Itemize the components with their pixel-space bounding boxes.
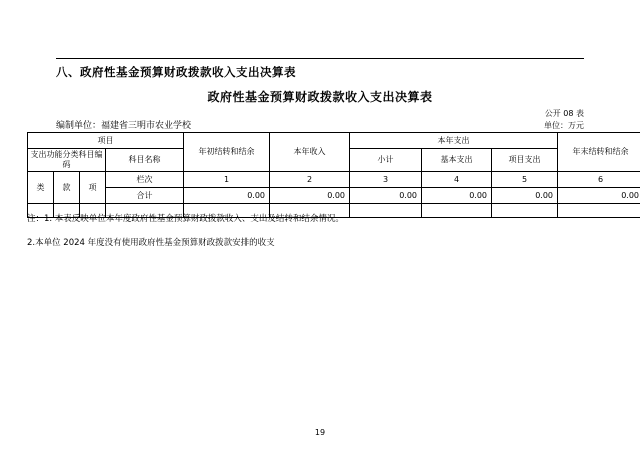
- public-code-label: 公开 08 表: [544, 109, 584, 118]
- section-title: 八、政府性基金预算财政拨款收入支出决算表: [56, 65, 296, 79]
- row-total-project-expenditure: 0.00: [492, 188, 558, 204]
- row-total-basic-expenditure: 0.00: [422, 188, 492, 204]
- notes-block: [27, 214, 613, 262]
- table-header-row-1: [28, 133, 640, 149]
- page-number: 19: [314, 428, 326, 437]
- header-ending-balance: 年末结转和结余: [558, 133, 640, 172]
- header-divider: [56, 58, 584, 59]
- header-item-group: 项目: [28, 133, 184, 149]
- column-number-4: 4: [422, 172, 492, 188]
- header-subject-name: 科目名称: [106, 149, 184, 172]
- row-total-subtotal: 0.00: [350, 188, 422, 204]
- header-code-item: 项: [80, 172, 106, 204]
- row-total-ending-balance: 0.00: [558, 188, 640, 204]
- header-basic-expenditure: 基本支出: [422, 149, 492, 172]
- note-line-2: 2.本单位 2024 年度没有使用政府性基金预算财政拨款安排的收支: [27, 237, 275, 248]
- compiler-label: 编制单位：福建省三明市农业学校: [56, 121, 192, 131]
- column-number-1: 1: [184, 172, 270, 188]
- table-row: [28, 188, 640, 204]
- column-number-5: 5: [492, 172, 558, 188]
- column-number-3: 3: [350, 172, 422, 188]
- header-project-expenditure: 项目支出: [492, 149, 558, 172]
- page-title: 政府性基金预算财政拨款收入支出决算表: [207, 90, 433, 104]
- row-total-current-year-income: 0.00: [270, 188, 350, 204]
- header-current-year-expenditure-group: 本年支出: [350, 133, 558, 149]
- column-number-label: 栏次: [106, 172, 184, 188]
- header-subtotal: 小计: [350, 149, 422, 172]
- header-subject-code: 支出功能分类科目编码: [28, 149, 106, 172]
- unit-label: 单位：万元: [544, 121, 584, 130]
- table-column-number-row: [28, 172, 640, 188]
- column-number-2: 2: [270, 172, 350, 188]
- column-number-6: 6: [558, 172, 640, 188]
- header-code-section: 款: [54, 172, 80, 204]
- row-total-beginning-balance: 0.00: [184, 188, 270, 204]
- note-line-1: 注：1. 本表反映单位本年度政府性基金预算财政拨款收入、支出及结转和结余情况。: [27, 214, 344, 224]
- header-code-class: 类: [28, 172, 54, 204]
- header-beginning-balance: 年初结转和结余: [184, 133, 270, 172]
- row-total-label: 合计: [106, 188, 184, 204]
- header-current-year-income: 本年收入: [270, 133, 350, 172]
- budget-table: [27, 132, 640, 218]
